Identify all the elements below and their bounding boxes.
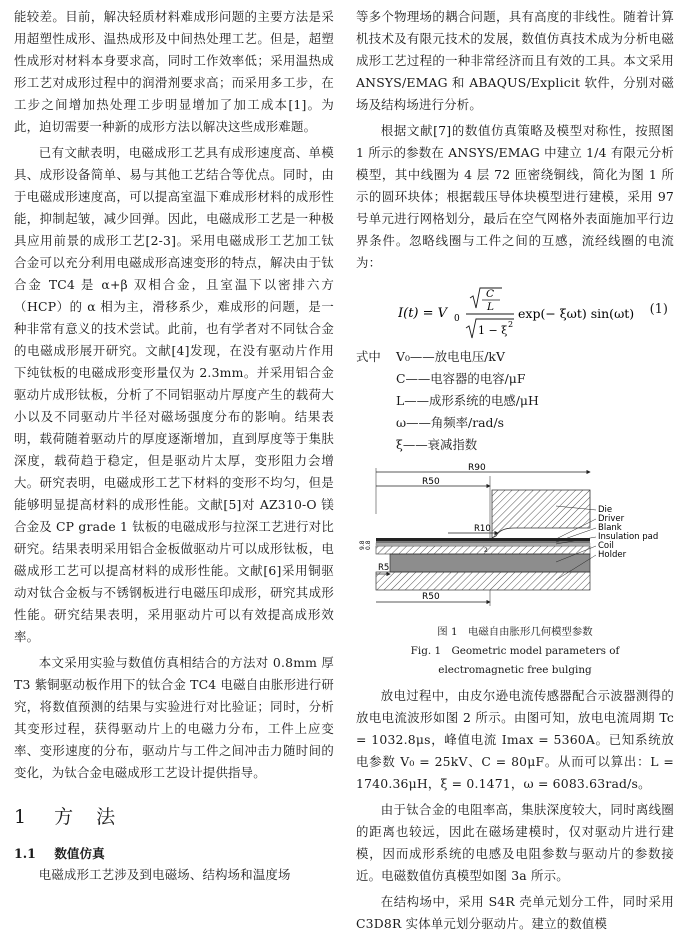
left-paragraph-1: 能较差。目前，解决轻质材料难成形问题的主要方法是采用超塑性成形、温热成形及中间热处理工艺。但是，超塑性成形对材料本身要求高，同时工作效率低；采用温热成形工艺对成形过程中的润滑剂要求高；而采用多工步，在工步之间增加热处理工步明显增加了加工成本[1]。为此，迫切需要一种新的成形方法以解决这些成形难题。	[14, 9, 334, 134]
definition-row	[356, 412, 674, 434]
right-paragraph-4: 由于钛合金的电阻率高，集肤深度较大，同时离线圈的距离也较远，因此在磁场建模时，仅对驱动片进行建模，因而成形系统的电感及电阻参数与驱动片的参数接近。电磁数值仿真模型如图 3a 所示。	[356, 802, 674, 883]
equation-number: (1)	[649, 302, 668, 317]
label-insulation-pad: Insulation pad	[598, 532, 659, 542]
right-paragraph-2: 根据文献[7]的数值仿真策略及模型对称性，按照图 1 所示的参数在 ANSYS/EMAG 中建立 1/4 有限元分析模型，其中线圈为 4 层 72 匝密绕铜线，简化为图 1 所示的圆环块体；根据载压导体块模型进行建模，采用 97 号单元进行网格划分，最后在空气网格外表面施加平行边界条件。忽略线圈与工件之间的互感，流经线圈的电流为：	[356, 123, 674, 270]
coil-block	[390, 554, 590, 572]
label-r50-bottom: R50	[422, 592, 440, 602]
definition-lead	[356, 412, 396, 434]
die-shape	[492, 490, 590, 538]
equation-denominator-exp: 2	[508, 320, 514, 329]
definition-lead	[356, 434, 396, 456]
left-paragraph-4: 电磁成形工艺涉及到电磁场、结构场和温度场	[38, 867, 291, 882]
definition-lead	[356, 368, 396, 390]
label-r10: R10	[474, 524, 491, 534]
subsection-number: 1.1	[14, 846, 36, 861]
holder-block	[376, 572, 590, 590]
definition-row	[356, 368, 674, 390]
definition-row	[356, 346, 674, 368]
section-title: 方 法	[54, 806, 118, 828]
equation-l: L	[487, 301, 494, 313]
left-paragraph-3: 本文采用实验与数值仿真相结合的方法对 0.8mm 厚 T3 紫铜驱动板作用下的钛合金 TC4 电磁自由胀形进行研究，将数值预测的结果与实验进行对比验证；同时，分析其变形过程，获得驱动片上的电磁力分布，工件上应变率、变形速度的分布，驱动片与工件之间冲击力随时间的变化，为钛合金电磁成形工艺设计提供指导。	[14, 655, 334, 780]
section-number: 1	[14, 806, 29, 828]
label-thickness-left: 9.8	[359, 540, 366, 550]
figure-caption-en-line-2: electromagnetic free bulging	[438, 664, 592, 676]
holder-upper	[376, 546, 590, 554]
right-paragraph-5: 在结构场中，采用 S4R 壳单元划分工件，同时采用 C3D8R 实体单元划分驱动片。建立的数值模	[356, 894, 674, 931]
figure-caption-cn: 图 1 电磁自由胀形几何模型参数	[437, 626, 593, 638]
label-holder: Holder	[598, 550, 627, 560]
definition-text: ω——角频率/rad/s	[396, 415, 505, 430]
definition-lead: 式中	[356, 349, 381, 364]
label-coil: Coil	[598, 541, 614, 551]
symbol-definitions	[356, 346, 674, 456]
definition-text: L——成形系统的电感/μH	[396, 393, 539, 408]
left-column	[14, 6, 334, 890]
right-paragraph-3: 放电过程中，由皮尔逊电流传感器配合示波器测得的放电电流波形如图 2 所示。由图可知，放电电流周期 Tc = 1032.8μs，峰值电流 Imax = 5360A。已知系统放电参数 V₀ = 25kV、C = 80μF。从而可以算出：L = 1740.36μH，ξ = 0.1471，ω = 6083.63rad/s。	[356, 688, 674, 791]
label-thickness-right: 0.8	[365, 540, 372, 550]
label-die: Die	[598, 505, 613, 515]
label-r5: R5	[378, 563, 390, 573]
right-paragraph-1: 等多个物理场的耦合问题，具有高度的非线性。随着计算机技术及有限元技术的发展，数值仿真技术成为分析电磁成形工艺过程的一种非常经济而且有效的工具。本文采用 ANSYS/EMAG 和 ABAQUS/Explicit 软件，分别对磁场及结构场进行分析。	[356, 9, 674, 112]
definition-text: C——电容器的电容/μF	[396, 371, 526, 386]
label-r50-top: R50	[422, 477, 440, 487]
definition-lead	[356, 390, 396, 412]
equation-denominator: 1 − ξ	[478, 324, 508, 337]
definition-row	[356, 434, 674, 456]
equation-c: C	[486, 288, 495, 300]
label-driver: Driver	[598, 514, 625, 524]
left-paragraph-2: 已有文献表明，电磁成形工艺具有成形速度高、单模具、成形设备简单、易与其他工艺结合等优点。同时，由于电磁成形速度高，可以提高室温下难成形材料的成形性能，抑制起皱，减少回弹。因此，电磁成形工艺是一种极具应用前景的成形工艺[2-3]。采用电磁成形工艺加工钛合金可以充分利用电磁成形高速变形的特点，解决由于钛合金 TC4 是 α+β 双相合金，且室温下以密排六方（HCP）的 α 相为主，滑移系少，难成形的问题，是一种非常有意义的技术尝试。此前，也有学者对不同钛合金的电磁成形展开研究。文献[4]发现，在没有驱动片作用下纯钛板的电磁成形变形量仅为 2.3mm。并采用铝合金驱动片成形钛板，分析了不同铝驱动片厚度产生的载荷大小以及不同驱动片半径对磁场强度分布的影响。结果表明，载荷随着驱动片的厚度逐渐增加，直到厚度等于集肤深度，载荷趋于稳定，但是驱动片太厚，变形阻力会增大。研究表明，电磁成形工艺下材料的变形不均匀，但是能够明显提高材料的成形性能。文献[5]对 AZ310-O 镁合金及 CP grade 1 钛板的电磁成形与拉深工艺进行对比研究。结果表明采用铝合金板做驱动片可以成形钛板，电磁成形工艺可以提高材料的成形性能。文献[6]采用铜驱动对钛合金板与不锈钢板进行电磁压印成形，研究其成形性能。研究结果表明，采用驱动片可以有效提高成形效率。	[14, 145, 334, 644]
insulation-pad-layer	[376, 543, 590, 545]
figure-caption-en-line-1: Fig. 1 Geometric model parameters of	[410, 645, 620, 657]
equation-lhs: I(t) = V	[398, 306, 448, 321]
figure-1	[356, 462, 674, 679]
equation-lhs-sub: 0	[454, 314, 460, 324]
definition-text: ξ——衰减指数	[396, 437, 478, 452]
definition-row	[356, 390, 674, 412]
definition-text: V₀——放电电压/kV	[396, 349, 505, 364]
equation-formula	[398, 286, 638, 342]
equation-tail: exp(− ξωt) sin(ωt)	[518, 306, 635, 321]
right-column	[356, 6, 674, 939]
current-equation	[356, 278, 674, 344]
subsection-title: 数值仿真	[54, 846, 105, 861]
label-r90: R90	[468, 463, 486, 473]
geometric-model-diagram	[356, 462, 674, 622]
section-heading-methods	[14, 802, 334, 829]
driver-layer	[376, 538, 590, 541]
subsection-heading-simulation	[14, 843, 334, 862]
label-blank: Blank	[598, 523, 622, 533]
